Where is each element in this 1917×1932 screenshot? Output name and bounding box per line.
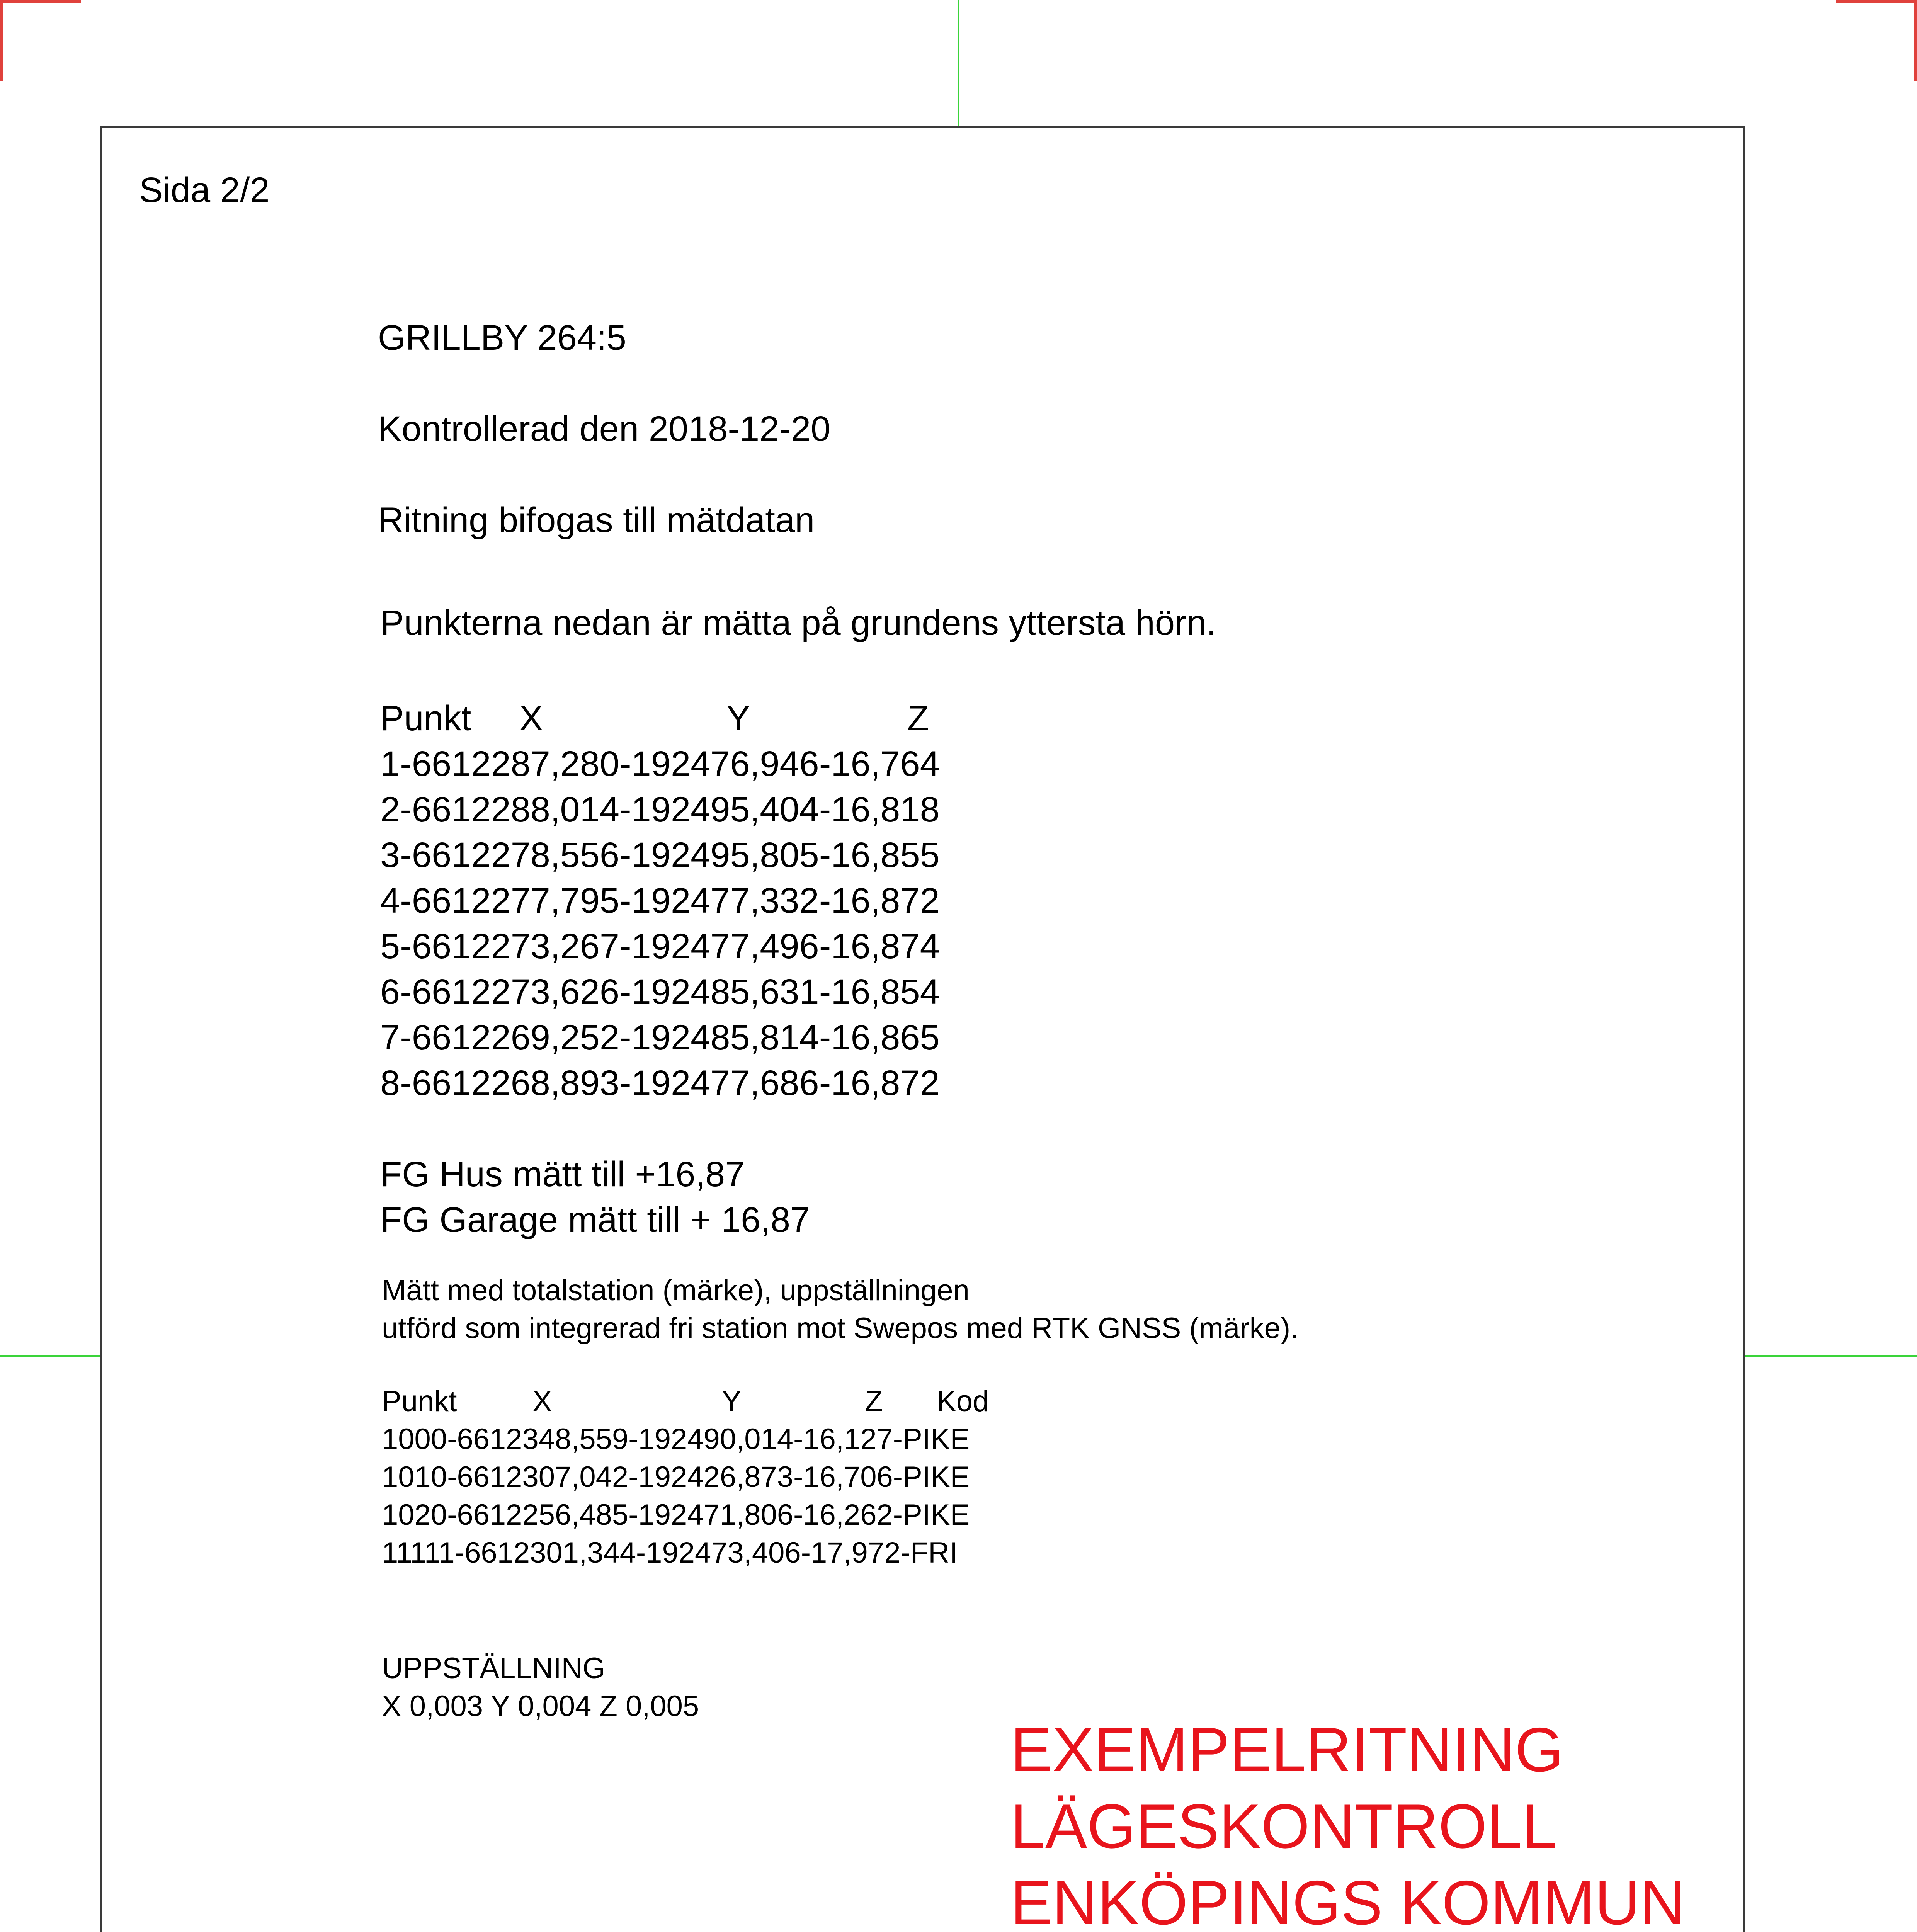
column-header: X — [532, 1385, 552, 1418]
checked-date: Kontrollerad den 2018-12-20 — [378, 409, 831, 449]
setup-values: X 0,003 Y 0,004 Z 0,005 — [382, 1690, 699, 1723]
description: Punkterna nedan är mätta på grundens yttersta hörn. — [380, 603, 1216, 643]
center-mark — [958, 0, 959, 128]
table-row: 1000-6612348,559-192490,014-16,127-PIKE — [382, 1423, 970, 1456]
table-row: 1010-6612307,042-192426,873-16,706-PIKE — [382, 1461, 970, 1493]
corner-points-table — [380, 696, 940, 1243]
column-header: Z — [865, 1385, 883, 1418]
stamp-line: EXEMPELRITNING — [1010, 1715, 1564, 1785]
drawing-note: Ritning bifogas till mätdatan — [378, 500, 815, 540]
column-header: Punkt — [382, 1385, 457, 1418]
stamp-line: LÄGESKONTROLL — [1010, 1791, 1557, 1861]
table-header — [380, 696, 940, 741]
crop-mark — [1914, 0, 1917, 81]
table-row: 3-6612278,556-192495,805-16,855 — [380, 835, 940, 875]
table-row: 11111-6612301,344-192473,406-17,972-FRI — [382, 1536, 958, 1569]
fg-garage: FG Garage mätt till + 16,87 — [380, 1200, 810, 1240]
page-number: Sida 2/2 — [139, 170, 270, 210]
crop-mark — [0, 0, 81, 3]
property-heading: GRILLBY 264:5 — [378, 318, 626, 357]
crop-mark — [1836, 0, 1917, 3]
column-header: Y — [726, 699, 750, 738]
table-row: 2-6612288,014-192495,404-16,818 — [380, 790, 940, 829]
crop-mark — [0, 0, 3, 81]
table-row: 1020-6612256,485-192471,806-16,262-PIKE — [382, 1498, 970, 1531]
table-row: 1-6612287,280-192476,946-16,764 — [380, 744, 940, 784]
column-header: Y — [722, 1385, 742, 1418]
example-stamp — [1010, 1712, 1685, 1932]
setup-title: UPPSTÄLLNING — [382, 1652, 606, 1685]
table-row: 4-6612277,795-192477,332-16,872 — [380, 881, 940, 920]
column-header: Punkt — [380, 699, 471, 738]
center-mark — [0, 1355, 101, 1357]
stamp-line: ENKÖPINGS KOMMUN — [1010, 1868, 1686, 1932]
center-mark — [1745, 1355, 1917, 1357]
method-line: Mätt med totalstation (märke), uppställningen — [382, 1274, 970, 1307]
control-points-table — [382, 1383, 989, 1572]
column-header: X — [519, 699, 543, 738]
table-row: 8-6612268,893-192477,686-16,872 — [380, 1063, 940, 1103]
table-header — [382, 1383, 989, 1420]
column-header: Kod — [937, 1385, 989, 1418]
table-row: 7-6612269,252-192485,814-16,865 — [380, 1018, 940, 1057]
fg-house: FG Hus mätt till +16,87 — [380, 1155, 745, 1194]
table-row: 5-6612273,267-192477,496-16,874 — [380, 927, 940, 966]
table-row: 6-6612273,626-192485,631-16,854 — [380, 972, 940, 1012]
column-header: Z — [907, 699, 929, 738]
method-line: utförd som integrerad fri station mot Swepos med RTK GNSS (märke). — [382, 1312, 1299, 1345]
